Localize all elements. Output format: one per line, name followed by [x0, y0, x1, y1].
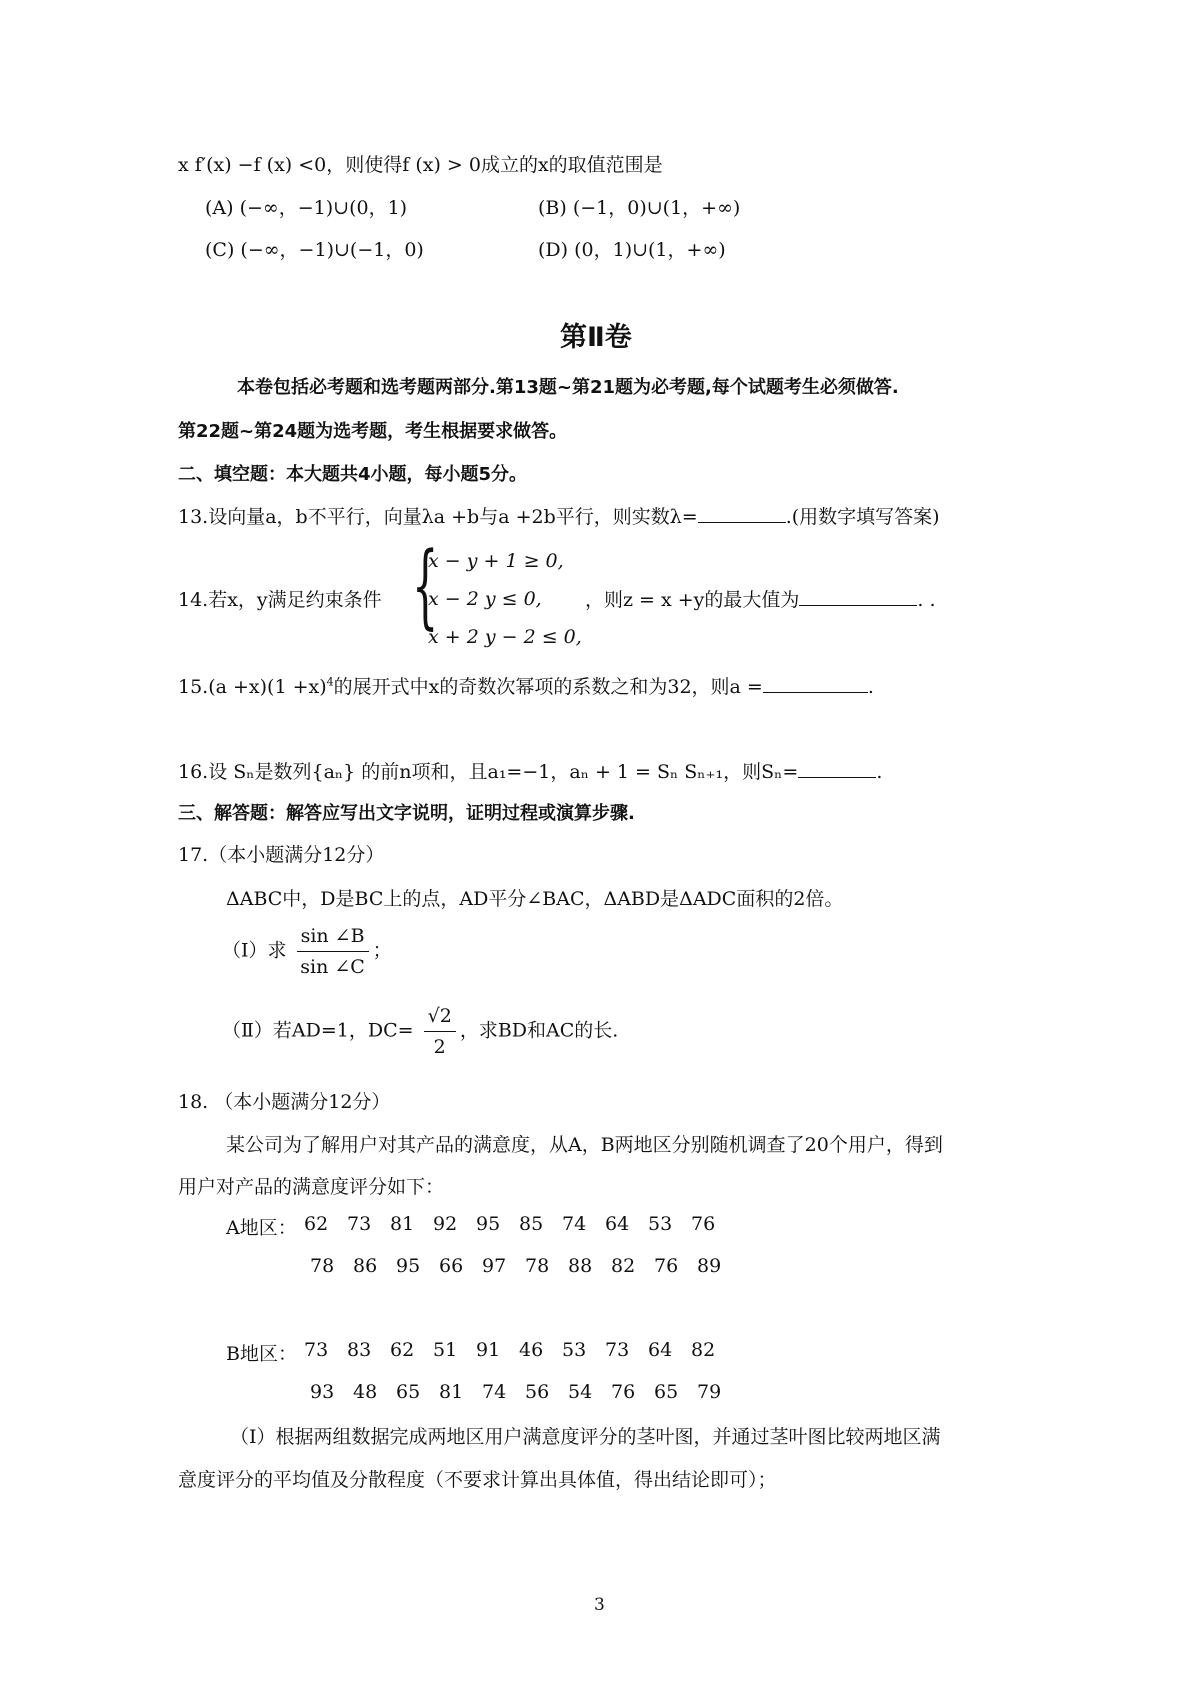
q12-option-b: (B) (−1，0)∪(1，+∞): [538, 197, 741, 219]
q17-part1-numerator: sin ∠B: [297, 925, 369, 952]
region-a-label: A地区：: [226, 1217, 297, 1239]
q15-exponent: 4: [326, 675, 334, 689]
score: 86: [353, 1255, 378, 1277]
q17-part2-end: ，求BD和AC的长.: [459, 1019, 619, 1042]
score: 74: [482, 1381, 507, 1403]
q18-stem-line1: 某公司为了解用户对其产品的满意度，从A，B两地区分别随机调查了20个用户，得到: [226, 1134, 943, 1156]
score: 65: [396, 1381, 421, 1403]
score: 65: [654, 1381, 679, 1403]
q17-part1-label: （Ⅰ）求: [222, 939, 287, 962]
q15-end: .: [867, 676, 874, 698]
region-a-row2: [310, 1255, 740, 1277]
q16-answer-blank: [798, 759, 876, 778]
q14-constraints: [428, 542, 582, 656]
region-a-row1: [304, 1213, 734, 1235]
q17-part2-denominator: 2: [433, 1036, 446, 1058]
score: 54: [568, 1381, 593, 1403]
score: 82: [611, 1255, 636, 1277]
score: 53: [648, 1213, 673, 1235]
score: 73: [347, 1213, 372, 1235]
region-b-row1: [304, 1339, 734, 1361]
score: 81: [390, 1213, 415, 1235]
q17-part2-numerator: √2: [424, 1005, 456, 1032]
q17-part2: [222, 1005, 618, 1058]
score: 73: [605, 1339, 630, 1361]
score: 97: [482, 1255, 507, 1277]
question-13: [178, 502, 940, 529]
part-intro-line1: 本卷包括必考题和选考题两部分.第13题~第21题为必考题,每个试题考生必须做答.: [237, 377, 899, 398]
score: 46: [519, 1339, 544, 1361]
score: 62: [304, 1213, 329, 1235]
q17-part1: [222, 925, 392, 978]
page-number: 3: [594, 1595, 605, 1615]
score: 79: [697, 1381, 722, 1403]
score: 91: [476, 1339, 501, 1361]
q18-header: 18. （本小题满分12分）: [178, 1091, 391, 1113]
q12-option-c: (C) (−∞，−1)∪(−1，0): [205, 239, 424, 261]
region-b-row2: [310, 1381, 740, 1403]
score: 78: [310, 1255, 335, 1277]
score: 85: [519, 1213, 544, 1235]
score: 76: [611, 1381, 636, 1403]
score: 51: [433, 1339, 458, 1361]
score: 73: [304, 1339, 329, 1361]
q15-answer-blank: [763, 674, 868, 693]
score: 95: [476, 1213, 501, 1235]
question-15: [178, 672, 874, 699]
q16-stem: 16.设 Sₙ是数列{aₙ} 的前n项和，且a₁=−1，aₙ + 1 = Sₙ Sₙ₊₁，则Sₙ=: [178, 761, 799, 783]
score: 64: [605, 1213, 630, 1235]
question-14-tail: [585, 585, 936, 612]
section-fill-in-title: 二、填空题：本大题共4小题，每小题5分。: [178, 464, 528, 485]
q17-part1-denominator: sin ∠C: [300, 956, 365, 978]
q14-constraint-3: x + 2 y − 2 ≤ 0,: [428, 626, 582, 648]
score: 66: [439, 1255, 464, 1277]
score: 92: [433, 1213, 458, 1235]
score: 78: [525, 1255, 550, 1277]
q17-header: 17.（本小题满分12分）: [178, 844, 385, 866]
q17-part2-fraction: [424, 1005, 456, 1058]
section-solution-title: 三、解答题：解答应写出文字说明，证明过程或演算步骤.: [178, 803, 635, 824]
score: 76: [654, 1255, 679, 1277]
q16-end: .: [876, 761, 883, 783]
q15-expression: 15.(a +x)(1 +x): [178, 676, 327, 698]
part-title: 第Ⅱ卷: [560, 322, 632, 353]
q17-part2-label: （Ⅱ）若AD=1，DC=: [222, 1019, 414, 1042]
score: 74: [562, 1213, 587, 1235]
q12-condition: x f′(x) −f (x) <0，则使得f (x) > 0成立的x的取值范围是: [178, 154, 663, 176]
q14-constraint-1: x − y + 1 ≥ 0,: [428, 550, 564, 572]
q13-answer-blank: [698, 504, 786, 523]
score: 76: [691, 1213, 716, 1235]
q14-end: . .: [917, 589, 936, 611]
q14-objective: ，则z = x +y的最大值为: [585, 589, 800, 611]
q13-tail: .(用数字填写答案): [785, 506, 940, 528]
score: 53: [562, 1339, 587, 1361]
q15-stem: 的展开式中x的奇数次幂项的系数之和为32，则a =: [333, 676, 763, 698]
score: 82: [691, 1339, 716, 1361]
score: 56: [525, 1381, 550, 1403]
q14-answer-blank: [799, 587, 917, 606]
q14-brace: {: [412, 532, 439, 639]
score: 81: [439, 1381, 464, 1403]
q12-option-a: (A) (−∞，−1)∪(0，1): [205, 197, 408, 219]
part-intro-line2: 第22题~第24题为选考题，考生根据要求做答。: [178, 421, 568, 442]
q17-part1-fraction: [297, 925, 369, 978]
score: 62: [390, 1339, 415, 1361]
question-16: [178, 757, 882, 784]
q14-stem: 14.若x，y满足约束条件: [178, 589, 382, 611]
score: 89: [697, 1255, 722, 1277]
q14-constraint-2: x − 2 y ≤ 0,: [428, 588, 542, 610]
q18-part1-line1: （Ⅰ）根据两组数据完成两地区用户满意度评分的茎叶图，并通过茎叶图比较两地区满: [230, 1426, 941, 1448]
q12-option-d: (D) (0，1)∪(1，+∞): [538, 239, 726, 261]
score: 93: [310, 1381, 335, 1403]
score: 95: [396, 1255, 421, 1277]
q13-stem: 13.设向量a，b不平行，向量λa +b与a +2b平行，则实数λ=: [178, 506, 698, 528]
q17-stem: ΔABC中，D是BC上的点，AD平分∠BAC，ΔABD是ΔADC面积的2倍。: [226, 888, 844, 910]
region-b-label: B地区：: [226, 1343, 297, 1365]
q17-part1-end: ；: [372, 939, 392, 962]
score: 64: [648, 1339, 673, 1361]
score: 48: [353, 1381, 378, 1403]
q18-stem-line2: 用户对产品的满意度评分如下：: [178, 1176, 445, 1198]
score: 88: [568, 1255, 593, 1277]
score: 83: [347, 1339, 372, 1361]
q18-part1-line2: 意度评分的平均值及分散程度（不要求计算出具体值，得出结论即可）；: [178, 1469, 777, 1491]
